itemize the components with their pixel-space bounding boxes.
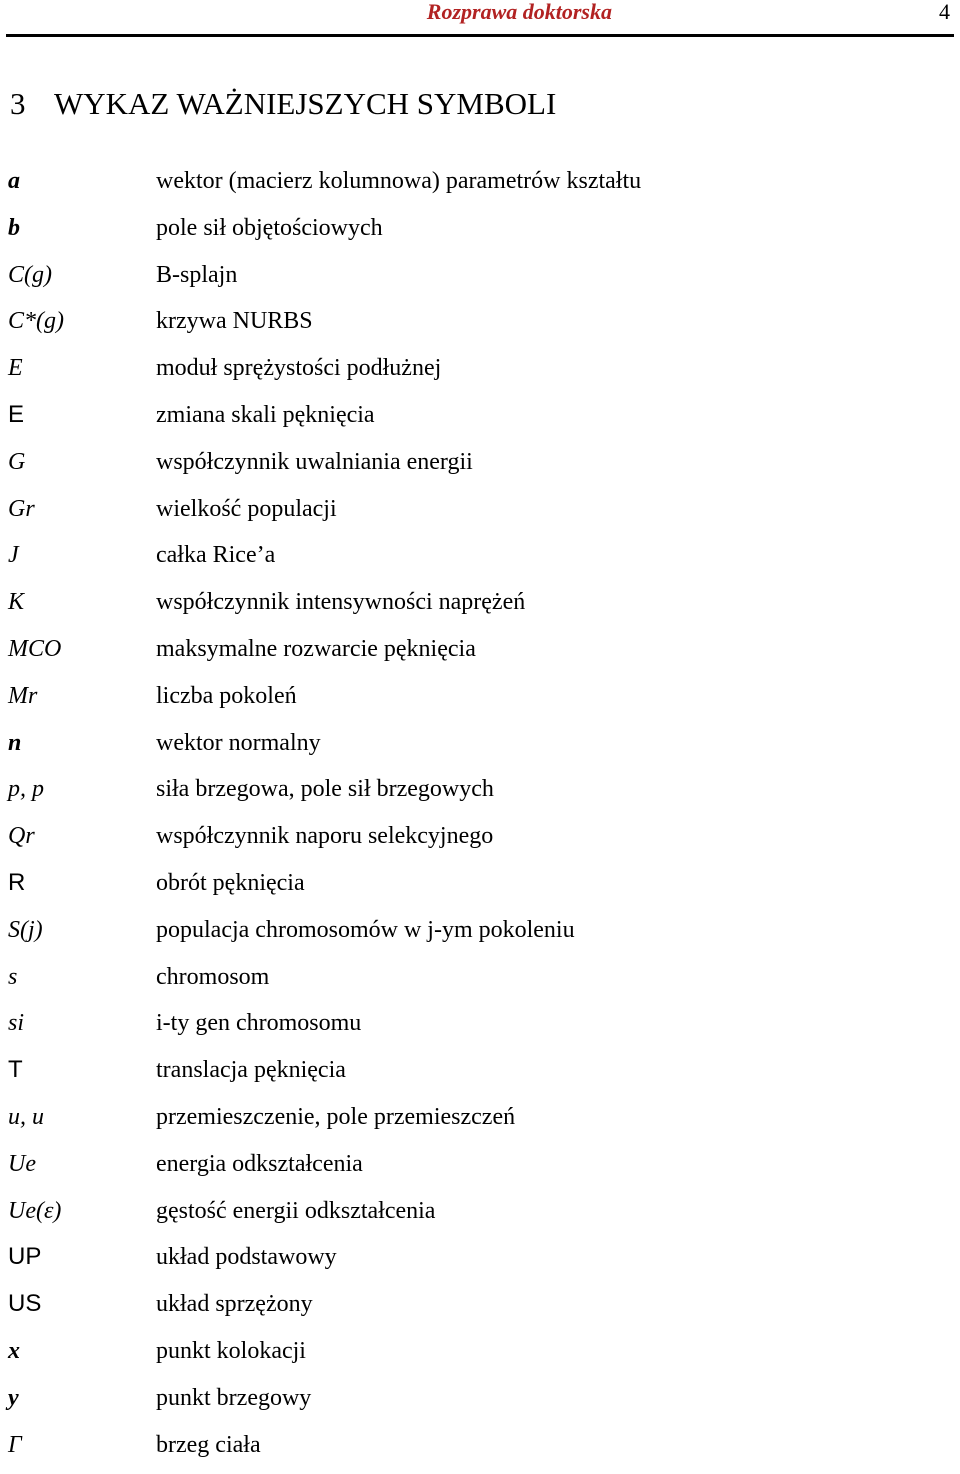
section-number: 3 [10,86,26,121]
description: populacja chromosomów w j-ym pokoleniu [156,916,575,943]
list-item [8,492,948,539]
description: B-splajn [156,261,238,288]
symbol: UP [8,1243,42,1271]
description: moduł sprężystości podłużnej [156,355,442,382]
symbol: y [8,1384,19,1411]
symbol: US [8,1290,42,1318]
symbol: b [8,214,20,241]
description: brzeg ciała [156,1431,261,1458]
list-item [8,772,948,819]
description: i-ty gen chromosomu [156,1010,362,1037]
description: wielkość populacji [156,495,337,522]
symbol: Mr [8,682,38,709]
symbol: Gr [8,495,35,522]
list-item [8,679,948,726]
symbol: x [8,1337,20,1364]
symbol: p, p [8,776,44,803]
list-item [8,960,948,1007]
symbol: S(j) [8,916,43,943]
description: przemieszczenie, pole przemieszczeń [156,1103,516,1130]
description: gęstość energii odkształcenia [156,1197,436,1224]
list-item [8,1428,948,1474]
description: całka Rice’a [156,542,276,569]
list-item [8,1381,948,1428]
list-item [8,1147,948,1194]
symbol: G [8,448,26,475]
description: pole sił objętościowych [156,214,383,241]
description: układ sprzężony [156,1291,313,1318]
symbol: s [8,963,18,990]
description: wektor (macierz kolumnowa) parametrów kształtu [156,168,642,194]
list-item [8,351,948,398]
list-item [8,164,948,211]
list-item [8,1240,948,1287]
description: współczynnik uwalniania energii [156,448,473,475]
symbol: Qr [8,823,35,850]
symbol: T [8,1056,23,1084]
description: maksymalne rozwarcie pęknięcia [156,635,476,662]
list-item [8,445,948,492]
list-item [8,632,948,679]
description: krzywa NURBS [156,308,313,335]
symbol: C(g) [8,261,52,288]
list-item [8,585,948,632]
section-title: WYKAZ WAŻNIEJSZYCH SYMBOLI [54,86,557,121]
list-item [8,1334,948,1381]
page-number: 4 [939,0,950,24]
list-item [8,819,948,866]
symbol: E [8,355,23,382]
list-item [8,726,948,773]
symbol: C*(g) [8,308,64,335]
description: energia odkształcenia [156,1150,363,1177]
list-item [8,1006,948,1053]
symbol: a [8,168,20,194]
symbol-list [8,164,948,1474]
list-item [8,211,948,258]
symbol: MCO [8,635,62,662]
description: obrót pęknięcia [156,869,305,896]
description: wektor normalny [156,729,321,756]
list-item [8,398,948,445]
list-item [8,1287,948,1334]
description: translacja pęknięcia [156,1057,346,1084]
list-item [8,258,948,305]
description: zmiana skali pęknięcia [156,401,375,428]
description: współczynnik intensywności naprężeń [156,589,526,616]
symbol: R [8,868,26,896]
symbol: Γ [8,1431,22,1458]
list-item [8,913,948,960]
description: siła brzegowa, pole sił brzegowych [156,776,494,803]
symbol: Ue [8,1150,36,1177]
description: liczba pokoleń [156,682,297,709]
list-item [8,866,948,913]
description: punkt kolokacji [156,1337,306,1364]
symbol: J [8,542,19,569]
symbol: n [8,729,22,756]
document-title: Rozprawa doktorska [426,0,612,24]
list-item [8,538,948,585]
page-header [6,0,954,37]
list-item [8,304,948,351]
list-item [8,1100,948,1147]
description: punkt brzegowy [156,1384,312,1411]
symbol: Ue(ε) [8,1197,62,1224]
description: układ podstawowy [156,1244,337,1271]
symbol: K [8,589,25,616]
symbol: si [8,1010,25,1037]
list-item [8,1053,948,1100]
symbol: E [8,400,25,428]
description: chromosom [156,963,270,990]
symbol: u, u [8,1103,44,1130]
description: współczynnik naporu selekcyjnego [156,823,494,850]
section-heading [10,86,556,122]
list-item [8,1194,948,1241]
